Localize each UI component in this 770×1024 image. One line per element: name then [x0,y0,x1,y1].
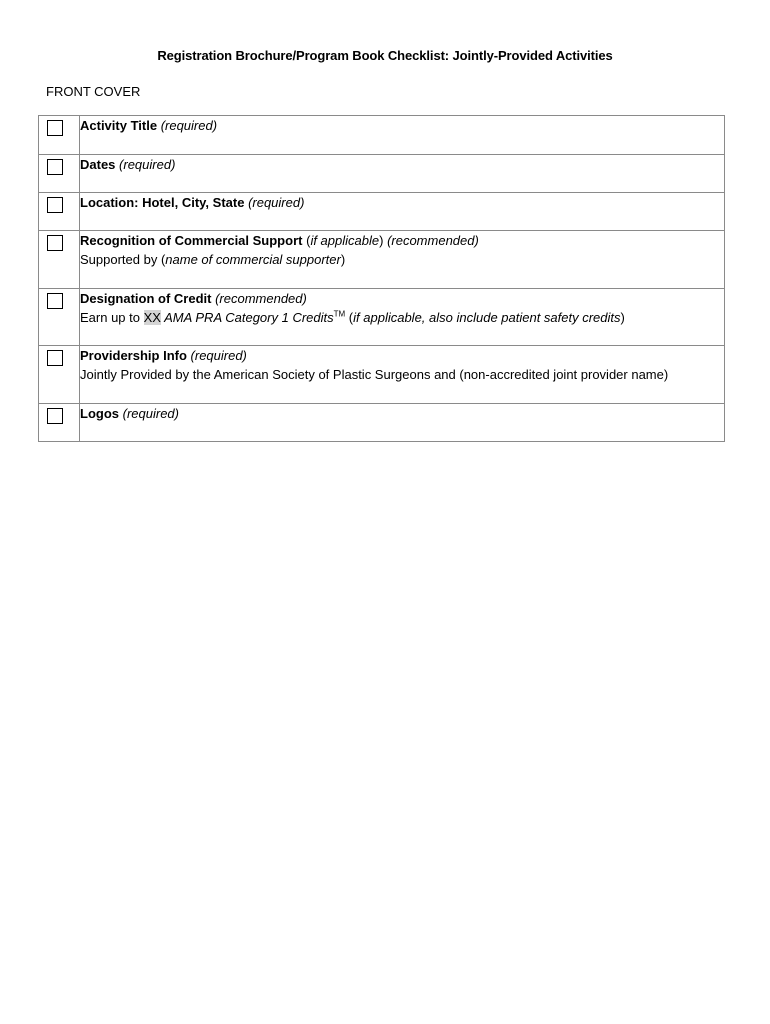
item-note: (recommended) [215,291,307,306]
checklist-row-designation-of-credit [39,289,725,346]
item-line-1 [80,346,724,365]
checklist-row-logos [39,404,725,442]
item-line-1 [80,289,724,308]
checkbox-providership-info[interactable] [47,350,63,366]
item-condition: if applicable [310,233,380,248]
item-note: (required) [160,118,218,133]
page-title: Registration Brochure/Program Book Checklist: Jointly-Provided Activities [157,48,613,63]
checklist-row-dates [39,155,725,193]
checkbox-commercial-support[interactable] [47,235,63,251]
trademark-mark: TM [333,309,346,319]
checklist-row-location [39,193,725,231]
item-label: Dates [80,157,116,172]
checkbox-dates[interactable] [47,159,63,175]
item-line-2: Earn up to XX AMA PRA Category 1 Credits™ (if applicable, also include patient safety credits) [80,309,625,325]
checklist-row-commercial-support [39,231,725,289]
item-line-2: Supported by (name of commercial supporter) [80,252,346,267]
item-label: Designation of Credit [80,291,212,306]
item-line-2: Jointly Provided by the American Society of Plastic Surgeons and (non-accredited joint provider name) [80,367,669,382]
item-line-1: Recognition of Commercial Support (if applicable) (recommended) [80,233,479,248]
item-note: (required) [248,195,305,210]
checklist-row-providership-info [39,346,725,404]
checkbox-designation-of-credit[interactable] [47,293,63,309]
checkbox-location[interactable] [47,197,63,213]
credits-placeholder-field[interactable]: XX [143,310,161,325]
section-heading: FRONT COVER [46,84,141,99]
item-note: (required) [119,157,176,172]
item-label: Location: Hotel, City, State [80,195,245,210]
item-label: Logos [80,406,119,421]
checklist-table [38,115,725,442]
item-label: Recognition of Commercial Support [80,233,303,248]
item-label: Activity Title [80,118,158,133]
item-note: (recommended) [387,233,479,248]
item-note: (required) [122,406,179,421]
checkbox-logos[interactable] [47,408,63,424]
checkbox-activity-title[interactable] [47,120,63,136]
checklist-row-activity-title [39,116,725,155]
item-note: (required) [190,348,247,363]
item-label: Providership Info [80,348,187,363]
